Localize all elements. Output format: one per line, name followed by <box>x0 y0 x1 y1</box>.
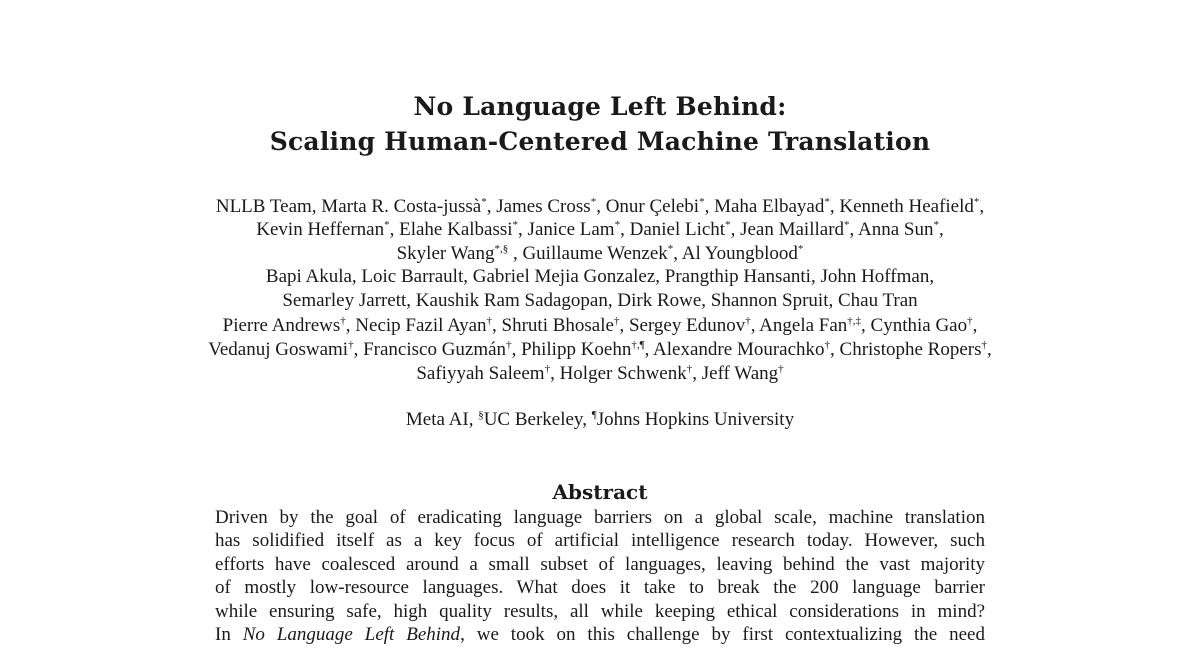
author-name: , Francisco Guzmán <box>353 339 507 360</box>
author-affiliation-mark: † <box>745 315 751 327</box>
author-name: , <box>938 219 944 240</box>
author-affiliation-mark: †,¶ <box>631 339 645 351</box>
abstract-line-4: of mostly low-resource languages. What does it take to break the 200 language barrier <box>215 577 985 598</box>
paper-title-line-1: No Language Left Behind: <box>413 92 787 121</box>
author-name: , Al Youngblood <box>673 243 798 264</box>
author-name: , Guillaume Wenzek <box>508 243 668 264</box>
author-name: , Kenneth Heafield <box>829 196 974 217</box>
author-name: , <box>987 339 992 360</box>
author-affiliation-mark: * <box>844 219 850 231</box>
author-line-4: Bapi Akula, Loic Barrault, Gabriel Mejia Gonzalez, Prangthip Hansanti, John Hoffman, <box>265 266 935 287</box>
author-line-3 <box>0 242 1200 266</box>
author-name: , Sergey Edunov <box>619 315 746 336</box>
author-affiliation-mark: † <box>348 339 354 351</box>
author-line-8 <box>0 362 1200 386</box>
paper-title-line-2: Scaling Human-Centered Machine Translation <box>269 127 931 156</box>
author-affiliation-mark: † <box>544 363 551 375</box>
author-name: , Onur Çelebi <box>596 196 700 217</box>
author-line-1 <box>0 195 1200 219</box>
author-name: , Daniel Licht <box>620 219 726 240</box>
author-name: , Janice Lam <box>518 219 615 240</box>
abstract-line-5: while ensuring safe, high quality results, all while keeping ethical considerations in mind? <box>215 601 985 622</box>
author-affiliation-mark: * <box>590 196 597 208</box>
author-line-5: Semarley Jarrett, Kaushik Ram Sadagopan, Dirk Rowe, Shannon Spruit, Chau Tran <box>282 290 918 311</box>
author-affiliation-mark: * <box>973 196 980 208</box>
author-affiliation-mark: * <box>725 219 731 231</box>
author-name: Kevin Heffernan <box>256 219 385 240</box>
author-name: , Elahe Kalbassi <box>389 219 513 240</box>
author-affiliation-mark: * <box>824 196 830 208</box>
author-affiliation-mark: * <box>512 219 519 231</box>
author-affiliation-mark: † <box>824 339 831 351</box>
author-name: Vedanuj Goswami <box>208 339 349 360</box>
author-name: , Holger Schwenk <box>550 363 687 384</box>
affiliation-name: Johns Hopkins University <box>596 409 795 430</box>
author-affiliation-mark: * <box>699 196 705 208</box>
author-affiliation-mark: † <box>613 315 620 327</box>
author-line-7 <box>0 338 1200 362</box>
author-affiliation-mark: * <box>384 219 390 231</box>
abstract-heading: Abstract <box>552 480 648 504</box>
author-affiliation-mark: * <box>933 219 939 231</box>
author-affiliation-mark: † <box>506 339 512 351</box>
author-name: , <box>972 315 978 336</box>
author-line-6 <box>0 314 1200 338</box>
author-line-2 <box>0 218 1200 242</box>
author-name: , Shruti Bhosale <box>492 315 614 336</box>
affiliation-mark: § <box>478 409 484 421</box>
author-name: , Philipp Koehn <box>511 339 632 360</box>
affiliation-name: Meta AI, <box>405 409 479 430</box>
author-affiliation-mark: * <box>667 243 674 255</box>
abstract-title-emphasis: No Language Left Behind <box>242 624 461 645</box>
abstract-line-1: Driven by the goal of eradicating language barriers on a global scale, machine translation <box>215 507 985 528</box>
abstract-line-2: has solidified itself as a key focus of artificial intelligence research today. However, such <box>215 530 985 551</box>
author-name: , James Cross <box>486 196 591 217</box>
author-name: , Christophe Ropers <box>830 339 982 360</box>
author-affiliation-mark: * <box>481 196 487 208</box>
abstract-line-6 <box>215 623 985 647</box>
affiliation-name: UC Berkeley, <box>483 409 592 430</box>
affiliation-mark: ¶ <box>591 409 597 421</box>
affiliations <box>0 408 1200 432</box>
author-name: Skyler Wang <box>396 243 495 264</box>
author-name: Pierre Andrews <box>222 315 341 336</box>
author-name: , Jean Maillard <box>730 219 845 240</box>
author-name: Safiyyah Saleem <box>416 363 545 384</box>
abstract-line-3: efforts have coalesced around a small subset of languages, leaving behind the vast majority <box>215 554 985 575</box>
author-name: , Angela Fan <box>750 315 848 336</box>
author-name: NLLB Team, Marta R. Costa-jussà <box>215 196 482 217</box>
author-affiliation-mark: *,§ <box>494 243 509 255</box>
author-name: , Necip Fazil Ayan <box>345 315 487 336</box>
author-affiliation-mark: † <box>486 315 493 327</box>
author-affiliation-mark: † <box>981 339 987 351</box>
author-name: , Jeff Wang <box>692 363 779 384</box>
abstract-line-6-suffix: , we took on this challenge by first contextualizing the need <box>460 624 985 645</box>
author-name: , <box>979 196 985 217</box>
author-affiliation-mark: * <box>614 219 621 231</box>
abstract-line-6-prefix: In <box>215 624 243 645</box>
author-name: , Anna Sun <box>849 219 934 240</box>
author-affiliation-mark: † <box>967 315 973 327</box>
author-affiliation-mark: † <box>686 363 693 375</box>
author-name: , Maha Elbayad <box>704 196 825 217</box>
author-affiliation-mark: * <box>797 243 804 255</box>
author-name: , Cynthia Gao <box>861 315 968 336</box>
author-affiliation-mark: † <box>340 315 346 327</box>
author-affiliation-mark: †,‡ <box>847 315 862 327</box>
author-name: , Alexandre Mourachko <box>644 339 825 360</box>
author-affiliation-mark: † <box>778 363 784 375</box>
